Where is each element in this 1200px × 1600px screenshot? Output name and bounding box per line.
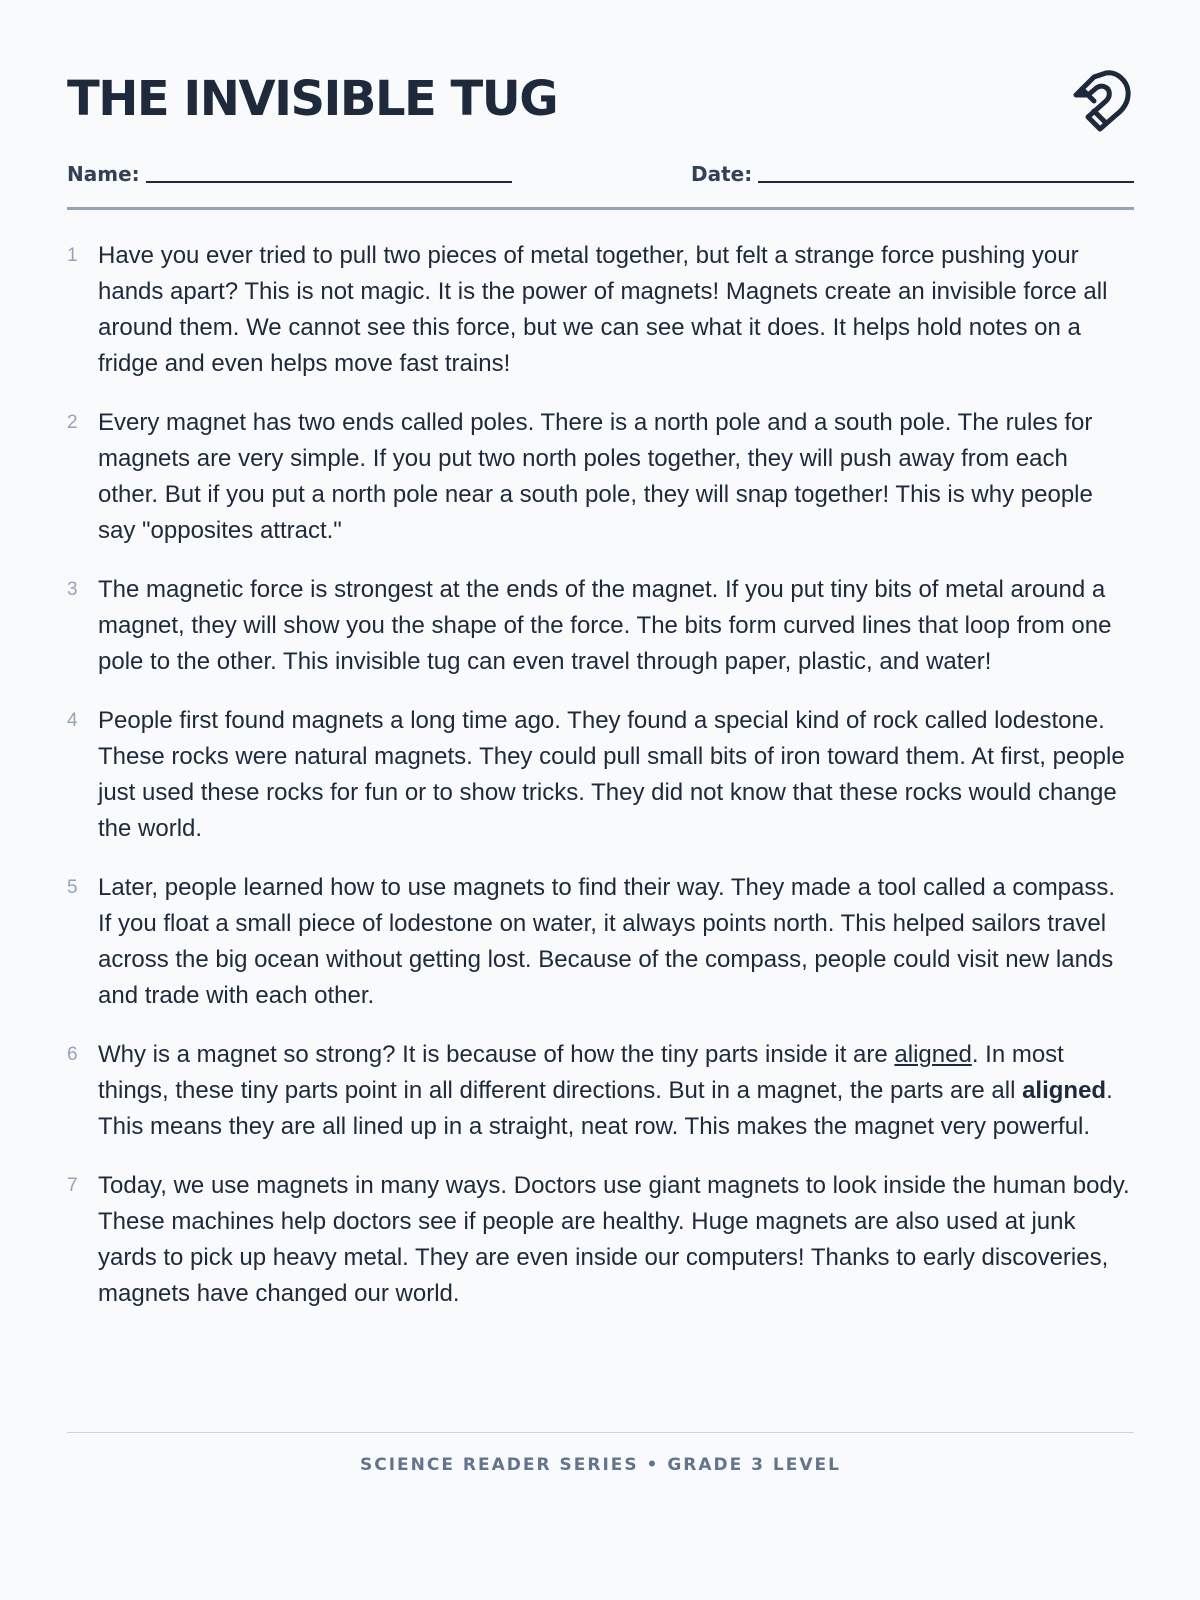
name-blank-line[interactable] bbox=[146, 181, 512, 183]
paragraph-text-part: . In most things, these tiny parts point in all different directions. But in a magnet, the parts are all bbox=[98, 1041, 1064, 1104]
paragraph-text: The magnetic force is strongest at the ends of the magnet. If you put tiny bits of metal around a magnet, they will show you the shape of the force. The bits form curved lines that loop from one pole to the other. This invisible tug can even travel through paper, plastic, and water! bbox=[98, 576, 1112, 675]
paragraph-number: 7 bbox=[67, 1175, 78, 1196]
paragraph-text: People first found magnets a long time ago. They found a special kind of rock called lodestone. These rocks were natural magnets. They could pull small bits of iron toward them. At first, people just used these rocks for fun or to show tricks. They did not know that these rocks would change the world. bbox=[98, 707, 1125, 842]
date-label: Date: bbox=[691, 162, 753, 186]
vocab-word-underlined: aligned bbox=[894, 1041, 972, 1068]
paragraph bbox=[67, 870, 1134, 1014]
paragraph-number: 2 bbox=[67, 412, 78, 433]
paragraph-text bbox=[98, 1037, 1134, 1145]
page-title: THE INVISIBLE TUG bbox=[67, 71, 558, 127]
paragraph-text: Every magnet has two ends called poles. There is a north pole and a south pole. The rules for magnets are very simple. If you put two north poles together, they will push away from each other. But if you put a north pole near a south pole, they will snap together! This is why people say "opposites attract." bbox=[98, 409, 1093, 544]
paragraph-number: 3 bbox=[67, 579, 78, 600]
vocab-word-bold: aligned bbox=[1022, 1077, 1107, 1104]
header-divider bbox=[67, 207, 1134, 210]
paragraph bbox=[67, 572, 1134, 680]
paragraph-number: 6 bbox=[67, 1044, 78, 1065]
student-info bbox=[67, 160, 1134, 190]
paragraph bbox=[67, 405, 1134, 549]
paragraph-text: Today, we use magnets in many ways. Doctors use giant magnets to look inside the human body. These machines help doctors see if people are healthy. Huge magnets are also used at junk yards to pick up heavy metal. They are even inside our computers! Thanks to early discoveries, magnets have changed our world. bbox=[98, 1172, 1130, 1307]
paragraph-text-part: Why is a magnet so strong? It is because of how the tiny parts inside it are bbox=[98, 1041, 895, 1068]
date-blank-line[interactable] bbox=[758, 181, 1134, 183]
paragraph-number: 5 bbox=[67, 877, 78, 898]
paragraph-text: Have you ever tried to pull two pieces of metal together, but felt a strange force pushing your hands apart? This is not magic. It is the power of magnets! Magnets create an invisible force all around them. We cannot see this force, but we can see what it does. It helps hold notes on a fridge and even helps move fast trains! bbox=[98, 242, 1108, 377]
paragraph bbox=[67, 238, 1134, 382]
worksheet-page bbox=[67, 0, 1134, 1600]
paragraph-text-part: . This means they are all lined up in a straight, neat row. This makes the magnet very powerful. bbox=[98, 1077, 1113, 1140]
paragraph-number: 4 bbox=[67, 710, 78, 731]
paragraph-number: 1 bbox=[67, 245, 78, 266]
name-label: Name: bbox=[67, 162, 140, 186]
paragraph bbox=[67, 1168, 1134, 1312]
reading-passage bbox=[67, 238, 1134, 1335]
paragraph bbox=[67, 1037, 1134, 1145]
magnet-icon bbox=[1070, 69, 1134, 133]
footer-series-label: SCIENCE READER SERIES • GRADE 3 LEVEL bbox=[360, 1455, 841, 1475]
header bbox=[67, 66, 1134, 136]
date-field[interactable] bbox=[691, 160, 1134, 190]
name-field[interactable] bbox=[67, 160, 512, 190]
footer-divider bbox=[67, 1432, 1134, 1433]
paragraph-text: Later, people learned how to use magnets to find their way. They made a tool called a compass. If you float a small piece of lodestone on water, it always points north. This helped sailors travel across the big ocean without getting lost. Because of the compass, people could visit new lands and trade with each other. bbox=[98, 874, 1116, 1009]
paragraph bbox=[67, 703, 1134, 847]
